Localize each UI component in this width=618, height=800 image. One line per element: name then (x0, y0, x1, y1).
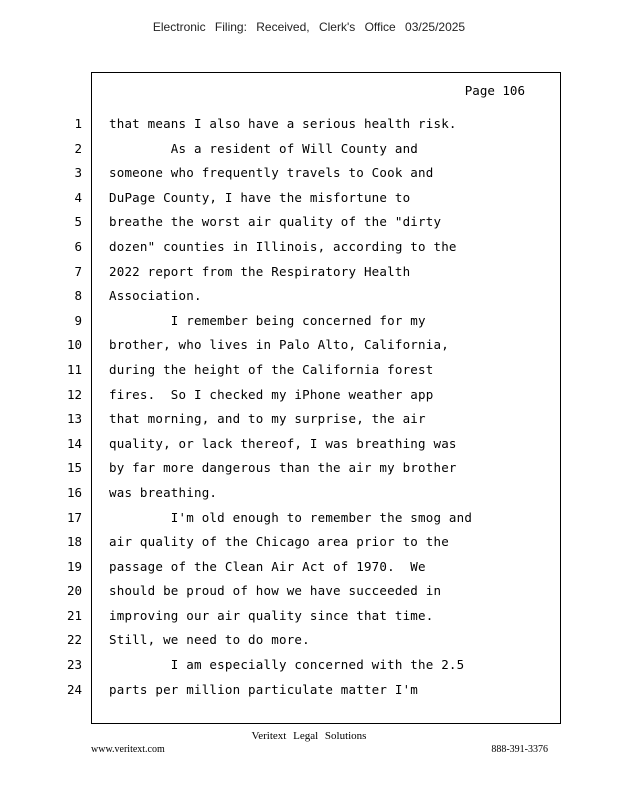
page-number: Page 106 (464, 83, 525, 98)
line-number: 8 (74, 288, 82, 304)
transcript-line: Still, we need to do more. (109, 632, 310, 648)
transcript-line: someone who frequently travels to Cook and (109, 165, 434, 181)
line-number: 7 (74, 263, 82, 279)
line-number: 15 (66, 460, 82, 476)
line-number: 12 (66, 386, 82, 402)
transcript-text-column (109, 112, 554, 702)
transcript-line: fires. So I checked my iPhone weather app (109, 386, 434, 402)
transcript-line: air quality of the Chicago area prior to the (109, 534, 449, 550)
line-number: 17 (66, 509, 82, 525)
line-number: 2 (74, 140, 82, 156)
transcript-line: improving our air quality since that time. (109, 607, 434, 623)
transcript-line: I'm old enough to remember the smog and (109, 509, 473, 525)
transcript-line: dozen" counties in Illinois, according to the (109, 238, 457, 254)
footer-company: Veritext Legal Solutions (251, 730, 367, 742)
transcript-line: was breathing. (109, 484, 218, 500)
transcript-line: I remember being concerned for my (109, 312, 426, 328)
line-number: 11 (66, 361, 82, 377)
transcript-line: DuPage County, I have the misfortune to (109, 189, 411, 205)
transcript-line: I am especially concerned with the 2.5 (109, 657, 465, 673)
line-number: 23 (66, 657, 82, 673)
line-number: 3 (74, 165, 82, 181)
transcript-line: brother, who lives in Palo Alto, California, (109, 337, 449, 353)
line-number: 18 (66, 534, 82, 550)
footer-website: www.veritext.com (91, 744, 165, 755)
line-number: 5 (74, 214, 82, 230)
transcript-line: Association. (109, 288, 202, 304)
line-number: 14 (66, 435, 82, 451)
line-number: 9 (74, 312, 82, 328)
line-number: 13 (66, 411, 82, 427)
transcript-line: should be proud of how we have succeeded in (109, 583, 442, 599)
filing-stamp: Electronic Filing: Received, Clerk's Office 03/25/2025 (152, 20, 466, 34)
line-number: 21 (66, 607, 82, 623)
line-number: 24 (66, 681, 82, 697)
line-number: 19 (66, 558, 82, 574)
transcript-line: As a resident of Will County and (109, 140, 419, 156)
line-number: 16 (66, 484, 82, 500)
transcript-line: breathe the worst air quality of the "dirty (109, 214, 442, 230)
line-number: 20 (66, 583, 82, 599)
transcript-line: quality, or lack thereof, I was breathing was (109, 435, 457, 451)
footer-phone: 888-391-3376 (491, 744, 548, 755)
transcript-line: passage of the Clean Air Act of 1970. We (109, 558, 426, 574)
line-number: 6 (74, 238, 82, 254)
transcript-line: 2022 report from the Respiratory Health (109, 263, 411, 279)
transcript-line: by far more dangerous than the air my brother (109, 460, 457, 476)
transcript-line: that means I also have a serious health risk. (109, 116, 457, 131)
line-number: 4 (74, 189, 82, 205)
transcript-line: during the height of the California forest (109, 361, 434, 377)
transcript-line: parts per million particulate matter I'm (109, 681, 419, 697)
transcript-line: that morning, and to my surprise, the air (109, 411, 426, 427)
line-number: 1 (74, 116, 82, 131)
line-number: 22 (66, 632, 82, 648)
line-number-column (56, 112, 82, 702)
line-number: 10 (66, 337, 82, 353)
